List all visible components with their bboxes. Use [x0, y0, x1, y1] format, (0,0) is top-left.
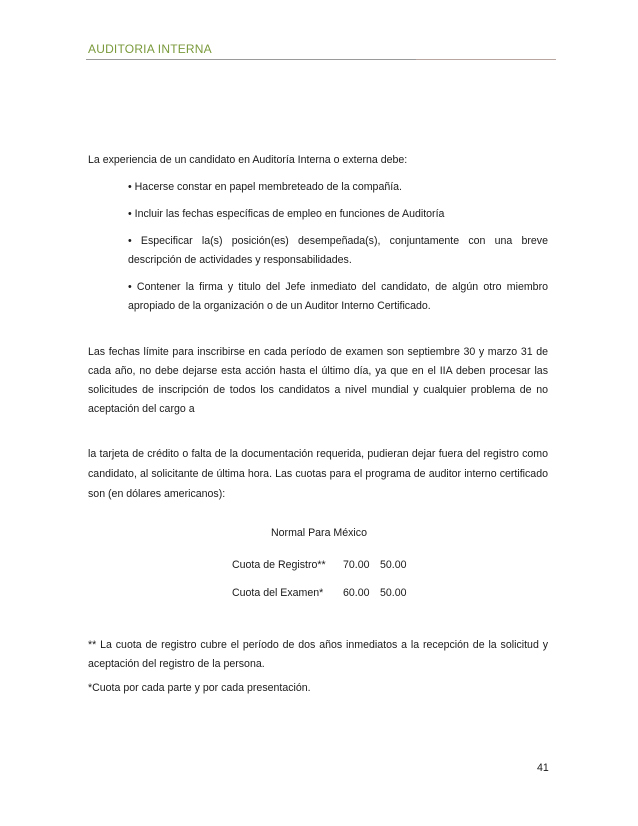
fees-table-header: Normal Para México	[271, 527, 367, 539]
bullet-1: • Hacerse constar en papel membreteado de la compañía.	[128, 181, 403, 193]
fee-row-examen-normal: 60.00	[343, 587, 370, 599]
bullet-2: • Incluir las fechas específicas de empleo en funciones de Auditoría	[128, 208, 445, 220]
paragraph-fees-intro: la tarjeta de crédito o falta de la documentación requerida, pudieran dejar fuera del registro como candidato, al solicitante de última hora. Las cuotas para el programa de auditor interno certificado son (en dólares americanos):	[88, 448, 548, 500]
fee-row-examen-label: Cuota del Examen*	[232, 587, 324, 599]
fee-row-registro-label: Cuota de Registro**	[232, 559, 326, 571]
intro-text: La experiencia de un candidato en Auditoría Interna o externa debe:	[88, 154, 408, 166]
fee-row-examen-mexico: 50.00	[380, 587, 407, 599]
fee-row-registro-mexico: 50.00	[380, 559, 407, 571]
paragraph-deadlines: Las fechas límite para inscribirse en cada período de examen son septiembre 30 y marzo 31 de cada año, no debe dejarse esta acción hasta el último día, ya que en el IIA deben procesar las solicitudes de inscripción de todos los candidatos a nivel mundial y cualquier problema de no aceptación del cargo a	[88, 346, 548, 415]
footnote-registro: ** La cuota de registro cubre el período de dos años inmediatos a la recepción de la solicitud y aceptación del registro de la persona.	[88, 639, 548, 670]
bullet-4: • Contener la firma y titulo del Jefe inmediato del candidato, de algún otro miembro apropiado de la organización o de un Auditor Interno Certificado.	[128, 281, 548, 312]
header-rule	[86, 59, 556, 60]
running-header: AUDITORIA INTERNA	[88, 42, 212, 56]
bullet-3: • Especificar la(s) posición(es) desempeñada(s), conjuntamente con una breve descripción de actividades y responsabilidades.	[128, 235, 548, 266]
fee-row-registro-normal: 70.00	[343, 559, 370, 571]
page-number: 41	[537, 762, 549, 774]
footnote-examen: *Cuota por cada parte y por cada presentación.	[88, 682, 311, 694]
